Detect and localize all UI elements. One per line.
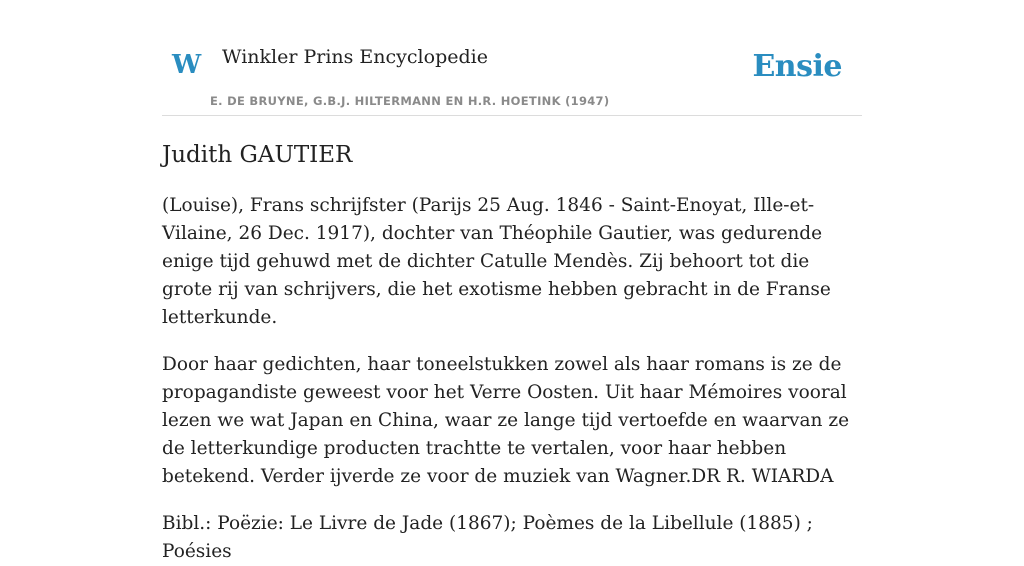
ensie-logo[interactable]: Ensie bbox=[752, 49, 842, 84]
page bbox=[162, 0, 862, 566]
article-paragraph: Door haar gedichten, haar toneelstukken zowel als haar romans is ze de propagandiste geweest voor het Verre Oosten. Uit haar Mémoires vooral lezen we wat Japan en China, waar ze lange tijd vertoefde en waarvan ze de letterkundige producten trachtte te vertalen, voor haar hebben betekend. Verder ijverde ze voor de muziek van Wagner.DR R. WIARDA bbox=[162, 354, 850, 487]
article-title: Judith GAUTIER bbox=[162, 142, 353, 168]
site-title[interactable]: Winkler Prins Encyclopedie bbox=[222, 46, 488, 68]
site-subtitle: E. DE BRUYNE, G.B.J. HILTERMANN EN H.R. HOETINK (1947) bbox=[210, 94, 610, 108]
article-paragraph: (Louise), Frans schrijfster (Parijs 25 Aug. 1846 - Saint-Enoyat, Ille-et-Vilaine, 26 Dec. 1917), dochter van Théophile Gautier, was gedurende enige tijd gehuwd met de dichter Catulle Mendès. Zij behoort tot die grote rij van schrijvers, die het exotisme hebben gebracht in de Franse letterkunde. bbox=[162, 195, 831, 328]
site-header bbox=[162, 0, 862, 116]
winkler-prins-logo-icon[interactable]: W bbox=[172, 50, 202, 80]
bibliography-paragraph: Bibl.: Poëzie: Le Livre de Jade (1867); Poèmes de la Libellule (1885) ; Poésies bbox=[162, 513, 813, 562]
